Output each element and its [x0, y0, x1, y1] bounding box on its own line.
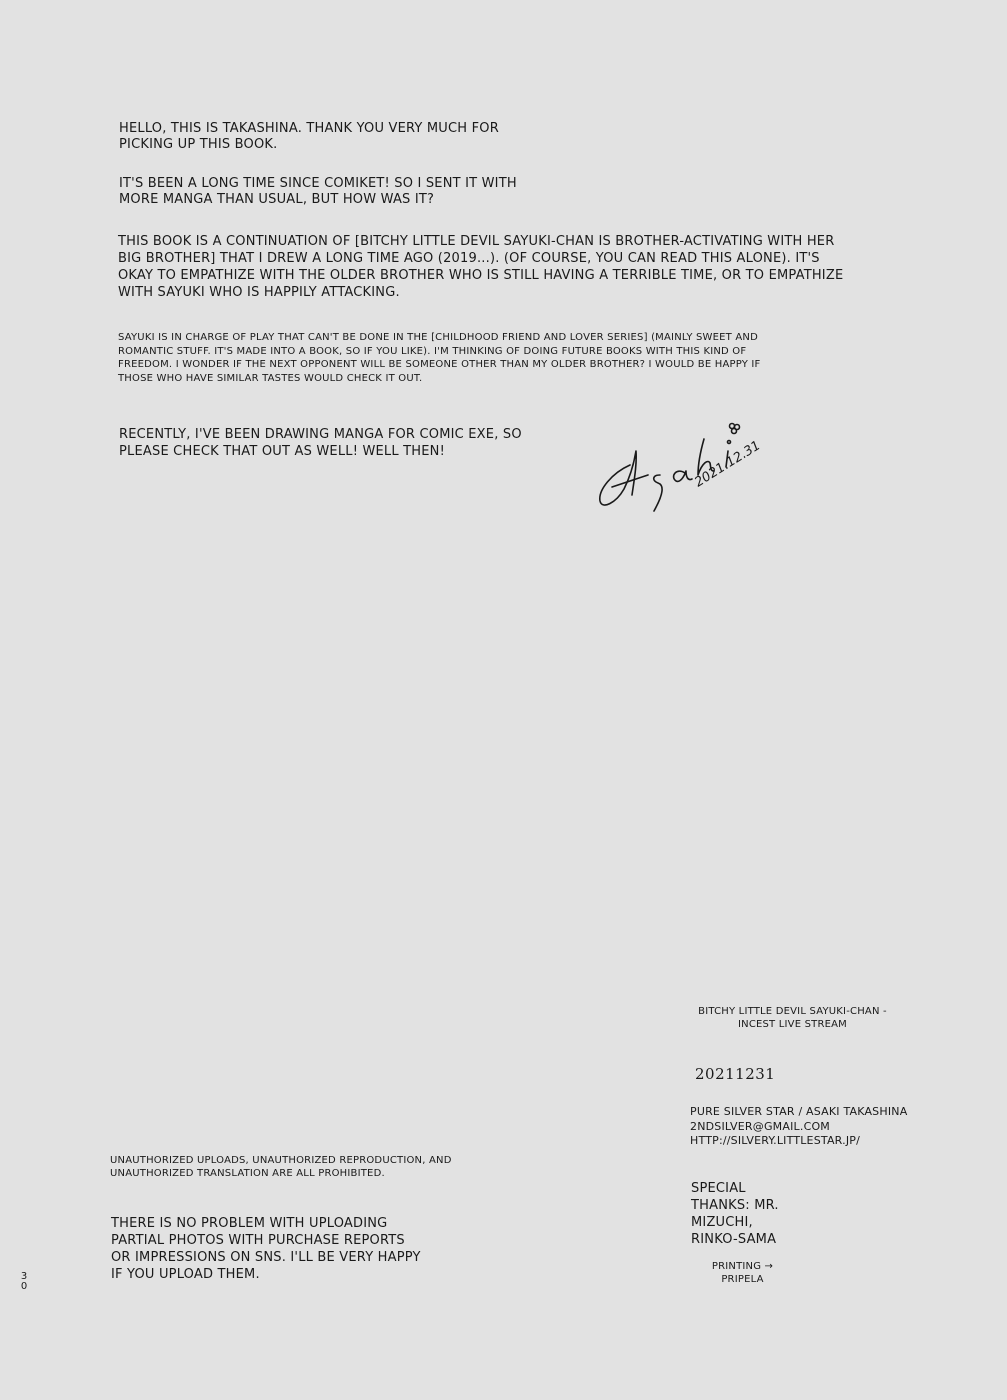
page-number	[20, 1272, 28, 1292]
greeting-paragraph: HELLO, THIS IS TAKASHINA. THANK YOU VERY MUCH FOR PICKING UP THIS BOOK.	[119, 121, 499, 152]
continuation-paragraph: THIS BOOK IS A CONTINUATION OF [BITCHY LITTLE DEVIL SAYUKI-CHAN IS BROTHER-ACTIVATING WITH HER BIG BROTHER] THAT I DREW A LONG TIME AGO (2019...). (OF COURSE, YOU CAN READ THIS ALONE). IT'S OKAY TO EMPATHIZE WITH THE OLDER BROTHER WHO IS STILL HAVING A TERRIBLE TIME, OR TO EMPATHIZE WITH SAYUKI WHO IS HAPPILY ATTACKING.	[118, 234, 844, 300]
publication-date: 20211231	[695, 1065, 776, 1083]
contact-email: 2NDSILVER@GMAIL.COM	[690, 1119, 831, 1133]
signature-date: 2021.12.31	[692, 438, 764, 491]
special-thanks: SPECIAL THANKS: MR. MIZUCHI, RINKO-SAMA	[691, 1181, 779, 1247]
comiket-paragraph: IT'S BEEN A LONG TIME SINCE COMIKET! SO I SENT IT WITH MORE MANGA THAN USUAL, BUT HOW WAS IT?	[119, 176, 517, 207]
handwritten-signature	[590, 415, 790, 520]
page-number-digit: 3	[20, 1271, 28, 1282]
book-title: BITCHY LITTLE DEVIL SAYUKI-CHAN - INCEST LIVE STREAM	[698, 1006, 887, 1030]
circle-name: PURE SILVER STAR / ASAKI TAKASHINA	[690, 1105, 908, 1118]
website-url: HTTP://SILVERY.LITTLESTAR.JP/	[690, 1134, 861, 1147]
printing-credit: PRINTING → PRIPELA	[711, 1261, 774, 1285]
series-note-paragraph: SAYUKI IS IN CHARGE OF PLAY THAT CAN'T BE DONE IN THE [CHILDHOOD FRIEND AND LOVER SERIES] (MAINLY SWEET AND ROMANTIC STUFF. IT'S MADE INTO A BOOK, SO IF YOU LIKE). I'M THINKING OF DOING FUTURE BOOKS WITH THIS KIND OF FREEDOM. I WONDER IF THE NEXT OPPONENT WILL BE SOMEONE OTHER THAN MY OLDER BROTHER? I WOULD BE HAPPY IF THOSE WHO HAVE SIMILAR TASTES WOULD CHECK IT OUT.	[118, 332, 761, 384]
page-number-digit: 0	[20, 1281, 28, 1292]
sns-notice: THERE IS NO PROBLEM WITH UPLOADING PARTIAL PHOTOS WITH PURCHASE REPORTS OR IMPRESSIONS ON SNS. I'LL BE VERY HAPPY IF YOU UPLOAD THEM.	[111, 1216, 421, 1282]
closing-paragraph: RECENTLY, I'VE BEEN DRAWING MANGA FOR COMIC EXE, SO PLEASE CHECK THAT OUT AS WELL! WELL THEN!	[119, 427, 522, 459]
publisher-info	[690, 1105, 920, 1149]
prohibition-notice: UNAUTHORIZED UPLOADS, UNAUTHORIZED REPRODUCTION, AND UNAUTHORIZED TRANSLATION ARE ALL PROHIBITED.	[110, 1155, 452, 1179]
